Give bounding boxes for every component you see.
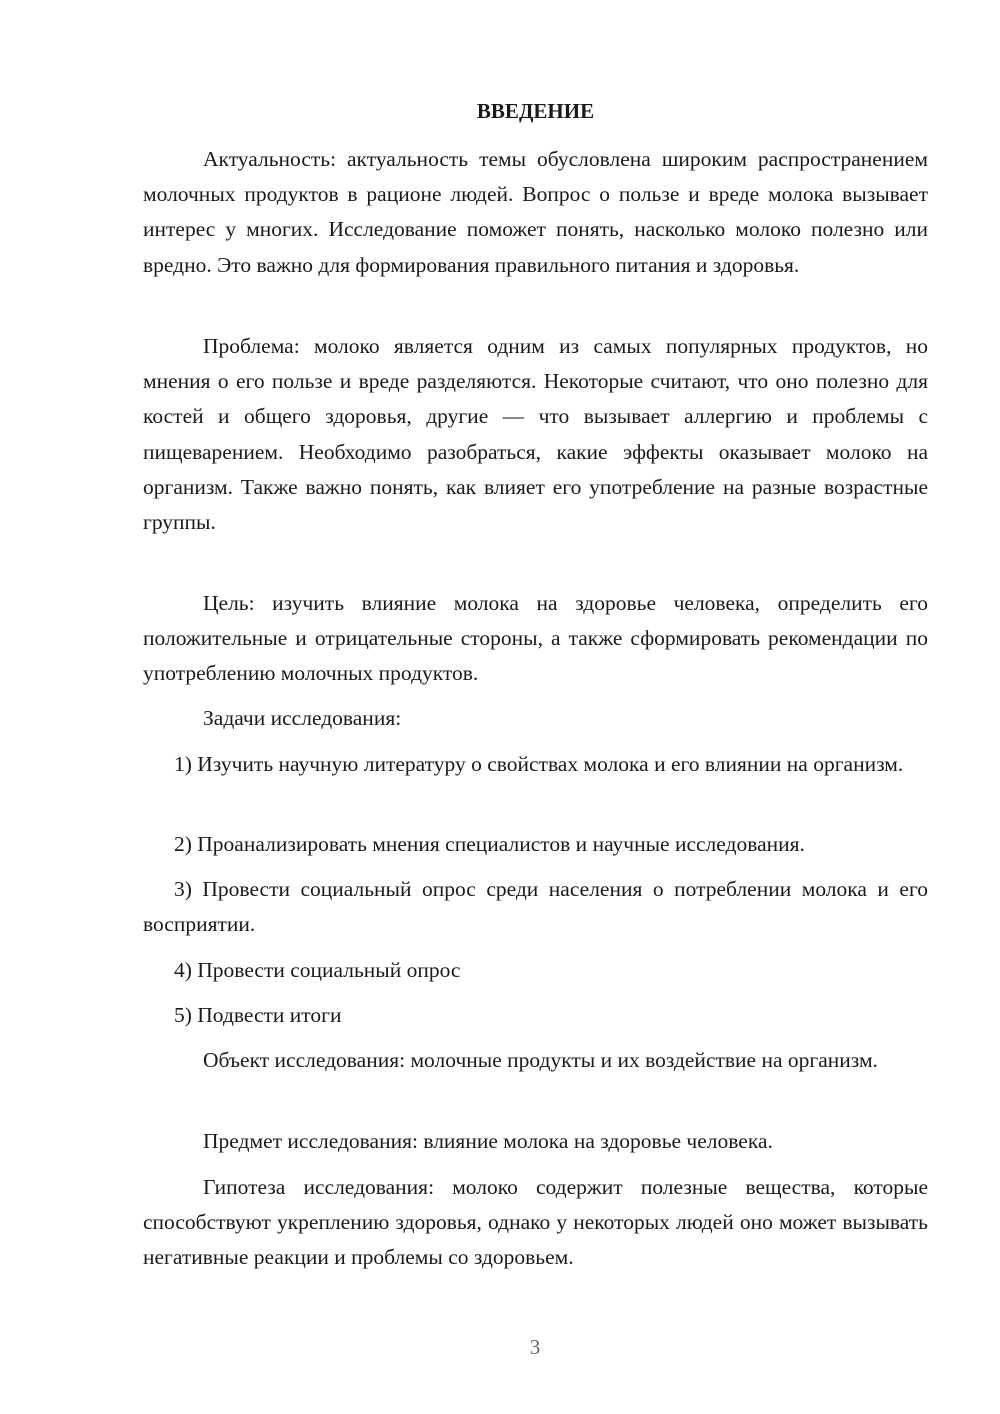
hypothesis-paragraph: Гипотеза исследования: молоко содержит полезные вещества, которые способствуют укреплению здоровья, однако у некоторых людей оно может вызывать негативные реакции и проблемы со здоровьем. (143, 1175, 928, 1270)
subject-paragraph: Предмет исследования: влияние молока на здоровье человека. (203, 1129, 773, 1153)
task-item-2: 2) Проанализировать мнения специалистов и научные исследования. (174, 832, 805, 856)
tasks-heading: Задачи исследования: (203, 706, 402, 730)
goal-paragraph: Цель: изучить влияние молока на здоровье человека, определить его положительные и отрицательные стороны, а также сформировать рекомендации по употреблению молочных продуктов. (143, 591, 928, 686)
page-number: 3 (529, 1335, 541, 1359)
task-item-5: 5) Подвести итоги (174, 1003, 342, 1027)
problem-paragraph: Проблема: молоко является одним из самых популярных продуктов, но мнения о его пользе и вреде разделяются. Некоторые считают, что оно полезно для костей и общего здоровья, другие — что вызывает аллергию и проблемы с пищеварением. Необходимо разобраться, какие эффекты оказывает молоко на организм. Также важно понять, как влияет его употребление на разные возрастные группы. (143, 334, 928, 535)
relevance-paragraph: Актуальность: актуальность темы обусловлена широким распространением молочных продуктов в рационе людей. Вопрос о пользе и вреде молока вызывает интерес у многих. Исследование поможет понять, насколько молоко полезно или вредно. Это важно для формирования правильного питания и здоровья. (143, 147, 928, 277)
task-item-1: 1) Изучить научную литературу о свойствах молока и его влиянии на организм. (174, 752, 904, 776)
page-title: ВВЕДЕНИЕ (476, 99, 595, 123)
object-paragraph: Объект исследования: молочные продукты и их воздействие на организм. (203, 1048, 878, 1072)
task-item-4: 4) Провести социальный опрос (174, 958, 461, 982)
task-item-3: 3) Провести социальный опрос среди населения о потреблении молока и его восприятии. (143, 877, 928, 937)
